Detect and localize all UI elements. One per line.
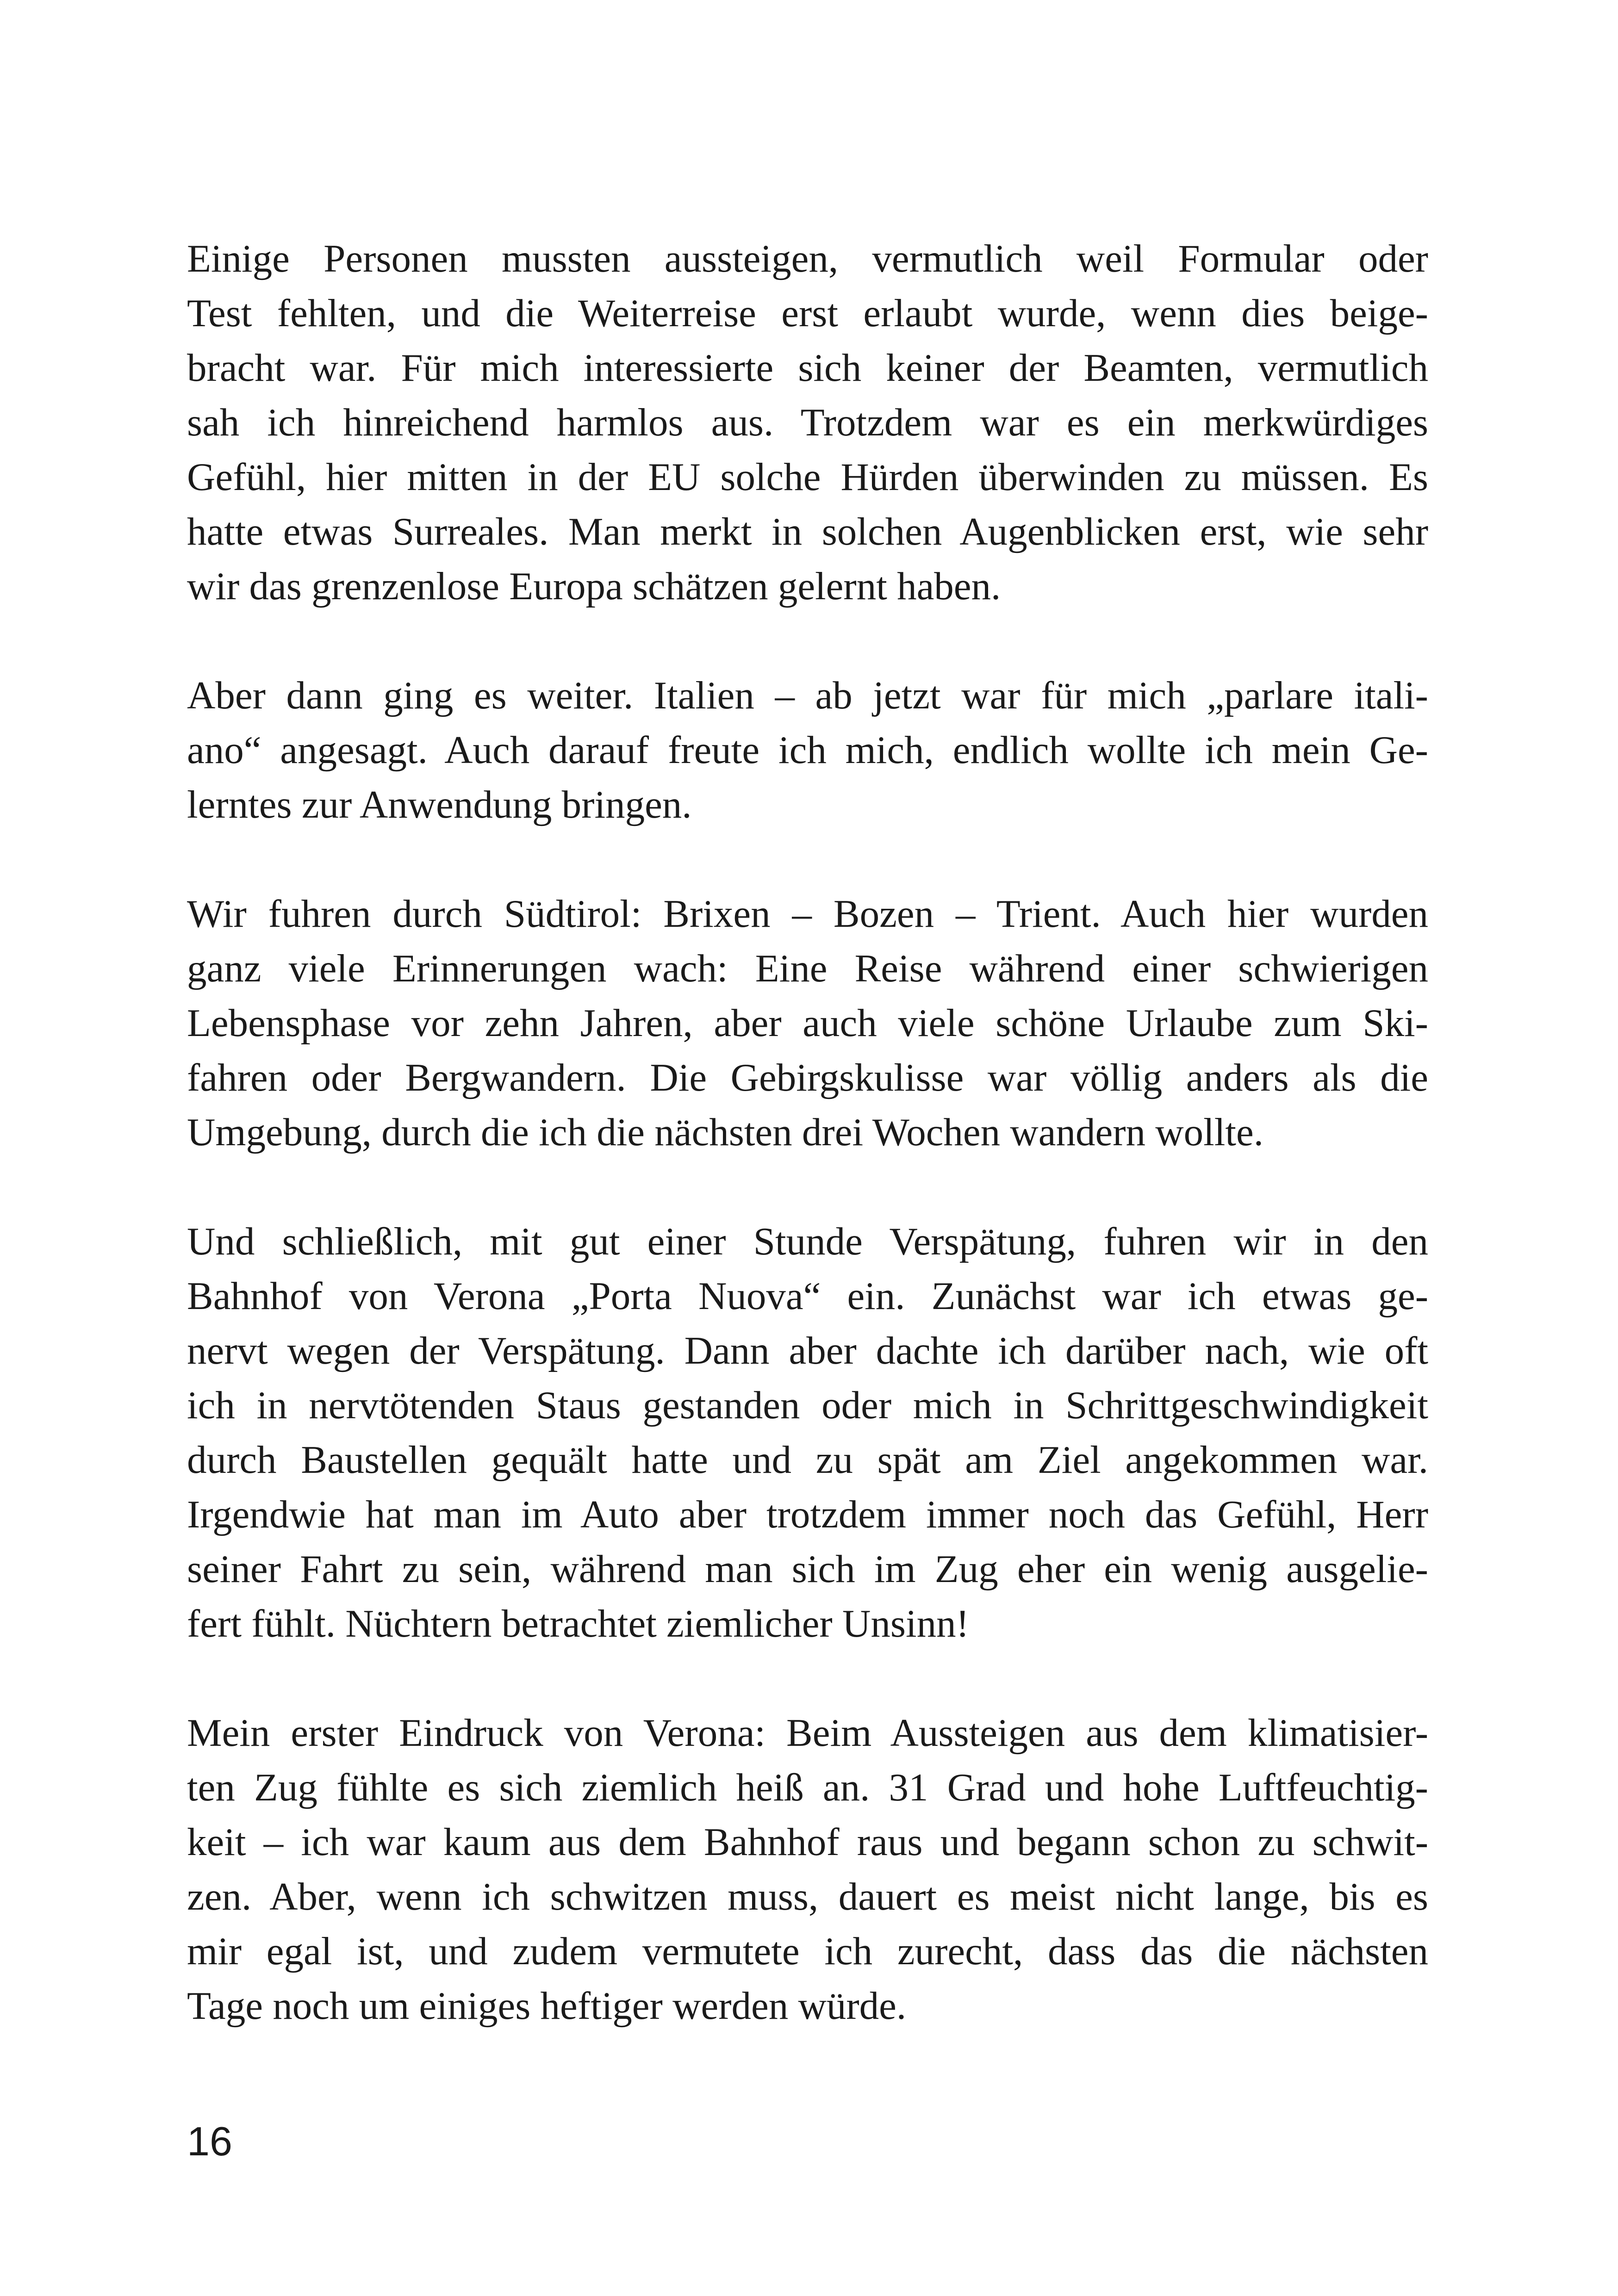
text-line: fert fühlt. Nüchtern betrachtet ziemlicher Unsinn! bbox=[187, 1602, 969, 1645]
text-line: ich in nervtötenden Staus gestanden oder mich in Schrittgeschwindigkeit bbox=[187, 1384, 1428, 1427]
text-line: keit – ich war kaum aus dem Bahnhof raus und begann schon zu schwit- bbox=[187, 1820, 1428, 1864]
text-line: Mein erster Eindruck von Verona: Beim Aussteigen aus dem klimatisier- bbox=[187, 1711, 1428, 1755]
text-line: zen. Aber, wenn ich schwitzen muss, dauert es meist nicht lange, bis es bbox=[187, 1875, 1428, 1918]
text-line: lerntes zur Anwendung bringen. bbox=[187, 783, 692, 826]
text-line: durch Baustellen gequält hatte und zu spät am Ziel angekommen war. bbox=[187, 1438, 1428, 1482]
paragraph bbox=[187, 668, 1428, 832]
text-line: Test fehlten, und die Weiterreise erst erlaubt wurde, wenn dies beige- bbox=[187, 292, 1428, 335]
text-line: hatte etwas Surreales. Man merkt in solchen Augenblicken erst, wie sehr bbox=[187, 510, 1428, 553]
text-line: Bahnhof von Verona „Porta Nuova“ ein. Zunächst war ich etwas ge- bbox=[187, 1274, 1428, 1318]
text-line: Und schließlich, mit gut einer Stunde Verspätung, fuhren wir in den bbox=[187, 1220, 1428, 1263]
page-number: 16 bbox=[187, 2118, 232, 2164]
text-line: Irgendwie hat man im Auto aber trotzdem immer noch das Gefühl, Herr bbox=[187, 1493, 1428, 1536]
text-line: Umgebung, durch die ich die nächsten drei Wochen wandern wollte. bbox=[187, 1111, 1264, 1154]
text-line: Lebensphase vor zehn Jahren, aber auch viele schöne Urlaube zum Ski- bbox=[187, 1001, 1428, 1045]
text-line: sah ich hinreichend harmlos aus. Trotzdem war es ein merkwürdiges bbox=[187, 401, 1428, 444]
paragraph bbox=[187, 1706, 1428, 2033]
text-line: Tage noch um einiges heftiger werden würde. bbox=[187, 1984, 907, 2028]
text-line: fahren oder Bergwandern. Die Gebirgskulisse war völlig anders als die bbox=[187, 1056, 1428, 1099]
text-line: ten Zug fühlte es sich ziemlich heiß an. 31 Grad und hohe Luftfeuchtig- bbox=[187, 1766, 1428, 1809]
text-line: seiner Fahrt zu sein, während man sich im Zug eher ein wenig ausgelie- bbox=[187, 1547, 1428, 1591]
text-line: nervt wegen der Verspätung. Dann aber dachte ich darüber nach, wie oft bbox=[187, 1329, 1428, 1372]
paragraph bbox=[187, 231, 1428, 614]
text-line: mir egal ist, und zudem vermutete ich zurecht, dass das die nächsten bbox=[187, 1930, 1428, 1973]
body-text bbox=[187, 231, 1428, 2088]
paragraph bbox=[187, 1214, 1428, 1651]
text-line: ano“ angesagt. Auch darauf freute ich mich, endlich wollte ich mein Ge- bbox=[187, 728, 1428, 772]
text-line: Wir fuhren durch Südtirol: Brixen – Bozen – Trient. Auch hier wurden bbox=[187, 892, 1428, 936]
paragraph bbox=[187, 887, 1428, 1160]
text-line: ganz viele Erinnerungen wach: Eine Reise während einer schwierigen bbox=[187, 947, 1428, 990]
text-line: Gefühl, hier mitten in der EU solche Hürden überwinden zu müssen. Es bbox=[187, 455, 1428, 499]
text-line: Einige Personen mussten aussteigen, vermutlich weil Formular oder bbox=[187, 237, 1428, 280]
text-line: bracht war. Für mich interessierte sich keiner der Beamten, vermutlich bbox=[187, 346, 1428, 390]
text-line: Aber dann ging es weiter. Italien – ab jetzt war für mich „parlare itali- bbox=[187, 674, 1428, 717]
text-line: wir das grenzenlose Europa schätzen gelernt haben. bbox=[187, 565, 1001, 608]
